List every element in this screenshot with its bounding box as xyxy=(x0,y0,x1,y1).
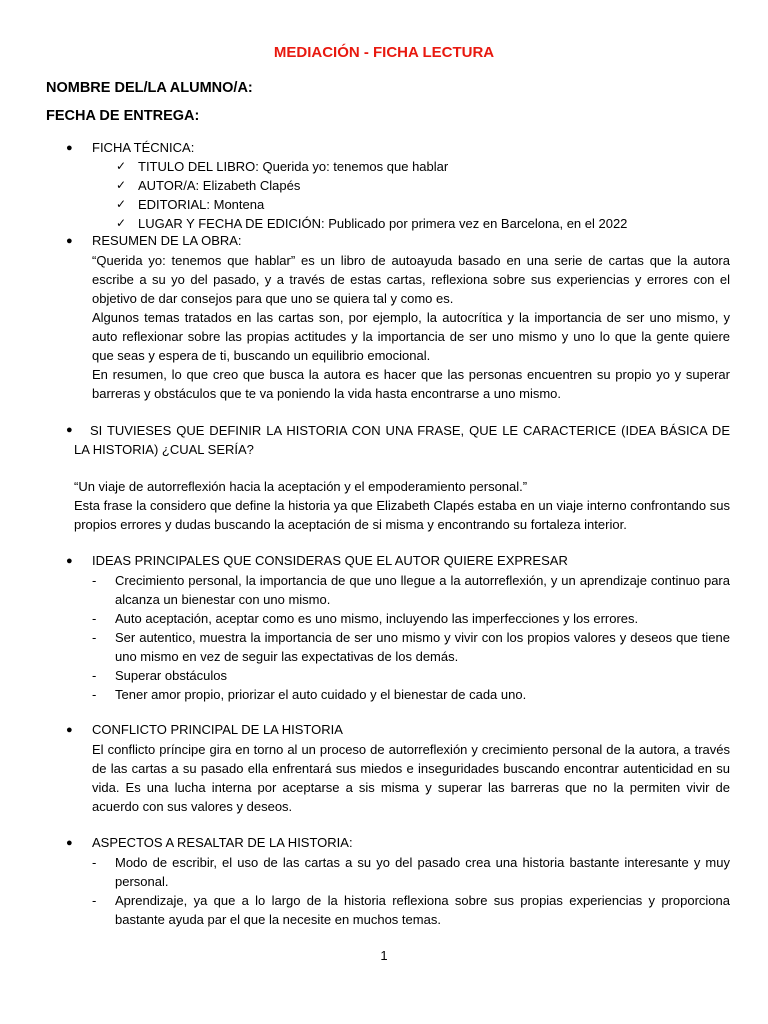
paragraph: El conflicto príncipe gira en torno al un proceso de autorreflexión y crecimiento personal de la autora, a través de las cartas a su pasado ella enfrentará sus miedos e inseguridades buscando encontrar autenticidad en su vida. Es una lucha interna por aceptarse a sis misma y superar las barreras que no la permiten vivir de acuerdo con sus valores y deseos. xyxy=(92,742,730,814)
quote-text: “Un viaje de autorreflexión hacia la aceptación y el empoderamiento personal.” xyxy=(74,479,528,494)
page-number: 1 xyxy=(380,948,388,963)
bullet-icon: ● xyxy=(66,235,73,247)
student-name-label: NOMBRE DEL/LA ALUMNO/A: xyxy=(46,80,253,96)
bullet-icon: ● xyxy=(66,837,73,849)
section-heading: RESUMEN DE LA OBRA: xyxy=(92,233,242,248)
dash-icon: - xyxy=(92,855,97,870)
checkmark-icon: ✓ xyxy=(116,159,127,173)
document-title: MEDIACIÓN - FICHA LECTURA xyxy=(273,44,495,61)
section-heading: CONFLICTO PRINCIPAL DE LA HISTORIA xyxy=(92,722,343,737)
checkmark-icon: ✓ xyxy=(116,216,127,230)
section-heading: FICHA TÉCNICA: xyxy=(92,140,195,155)
dash-icon: - xyxy=(92,630,97,645)
paragraph: “Querida yo: tenemos que hablar” es un libro de autoayuda basado en una serie de cartas que la autora escribe a su yo del pasado, y a través de estas cartas, reflexiona sobre sus experiencias y errores con el objetivo de dar consejos para que uno se quiera tal y como es. xyxy=(92,253,730,306)
dash-icon: - xyxy=(92,893,97,908)
section-heading: IDEAS PRINCIPALES QUE CONSIDERAS QUE EL AUTOR QUIERE EXPRESAR xyxy=(92,553,568,568)
bullet-icon: ● xyxy=(66,724,73,736)
paragraph: Esta frase la considero que define la historia ya que Elizabeth Clapés estaba en un viaje interno confrontando sus propios errores y dudas buscando la aceptación de si misma y encontrando su fortaleza interior. xyxy=(74,498,730,532)
paragraph: En resumen, lo que creo que busca la autora es hacer que las personas encuentren su propio yo y superar barreras y obstáculos que te va poniendo la vida hasta encontrarse a uno mismo. xyxy=(92,367,730,401)
section-heading: ASPECTOS A RESALTAR DE LA HISTORIA: xyxy=(92,835,353,850)
dash-icon: - xyxy=(92,573,97,588)
document-page: MEDIACIÓN - FICHA LECTURA NOMBRE DEL/LA ALUMNO/A: FECHA DE ENTREGA: ● FICHA TÉCNICA: ✓ TITULO DEL LIBRO: Querida yo: tenemos que hablar ✓ AUTOR/A: Elizabeth Clapés ✓ EDITORIAL: Montena ✓ LUGAR Y FECHA DE EDICIÓN: Publicado por primera vez en Barcelona, en el 2022 ● RESUMEN DE LA OBRA: “Querida yo: tenemos que hablar” es un libro de autoayuda basado en una serie de cartas que la autora escribe a su yo del pasado, y a través de estas cartas, reflexiona sobre sus experiencias y errores con el objetivo de dar consejos para que uno se quiera tal y como es. Algunos temas tratados en las cartas son, por ejemplo, la autocrítica y la importancia de ser uno mismo, y auto reflexionar sobre las propias actitudes y la importancia de ser uno mismo y uno lo que la gente quiere que seas y espera de ti, buscando un equilibrio emocional. En resumen, lo que creo que busca la autora es hacer que las personas encuentren su propio yo y superar barreras y obstáculos que te va poniendo la vida hasta encontrarse a uno mismo. ● SI TUVIESES QUE DEFINIR LA HISTORIA CON UNA FRASE, QUE LE CARACTERICE (IDEA BÁSICA DE LA HISTORIA) ¿CUAL SERÍA? “Un viaje de autorreflexión hacia la aceptación y el empoderamiento personal.” Esta frase la considero que define la historia ya que Elizabeth Clapés estaba en un viaje interno confrontando sus propios errores y dudas buscando la aceptación de si misma y encontrando su fortaleza interior. ● IDEAS PRINCIPALES QUE CONSIDERAS QUE EL AUTOR QUIERE EXPRESAR - Crecimiento personal, la importancia de que uno llegue a la autorreflexión, y un aprendizaje continuo para alcanza un bienestar con uno mismo. - Auto aceptación, aceptar como es uno mismo, incluyendo las imperfecciones y los errores. - Ser autentico, muestra la importancia de ser uno mismo y vivir con los propios valores y deseos que tiene uno mismo en vez de seguir las expectativas de los demás. - Superar obstáculos - Tener amor propio, priorizar el auto cuidado y el bienestar de cada uno. ● CONFLICTO PRINCIPAL DE LA HISTORIA El conflicto príncipe gira en torno al un proceso de autorreflexión y crecimiento personal de la autora, a través de las cartas a su pasado ella enfrentará sus miedos e inseguridades buscando encontrar autenticidad en su vida. Es una lucha interna por aceptarse a sis misma y superar las barreras que no la permiten vivir de acuerdo con sus valores y deseos. ● ASPECTOS A RESALTAR DE LA HISTORIA: - Modo de escribir, el uso de las cartas a su yo del pasado crea una historia bastante interesante y muy personal. - Aprendizaje, ya que a lo largo de la historia reflexiona sobre sus propias experiencias y proporciona bastante ayuda par el que la necesite en muchos temas. 1 xyxy=(0,0,768,1024)
bullet-icon: ● xyxy=(66,555,73,567)
dash-icon: - xyxy=(92,611,97,626)
delivery-date-label: FECHA DE ENTREGA: xyxy=(46,108,200,124)
bullet-icon: ● xyxy=(66,424,73,436)
section-heading: SI TUVIESES QUE DEFINIR LA HISTORIA CON UNA FRASE, QUE LE CARACTERICE (IDEA BÁSICA DE LA HISTORIA) ¿CUAL SERÍA? xyxy=(74,423,730,457)
dash-icon: - xyxy=(92,668,97,683)
paragraph: Algunos temas tratados en las cartas son, por ejemplo, la autocrítica y la importancia de ser uno mismo, y auto reflexionar sobre las propias actitudes y la importancia de ser uno mismo y uno lo que la gente quiere que seas y espera de ti, buscando un equilibrio emocional. xyxy=(92,310,730,363)
dash-icon: - xyxy=(92,687,97,702)
checkmark-icon: ✓ xyxy=(116,197,127,211)
bullet-icon: ● xyxy=(66,142,73,154)
checkmark-icon: ✓ xyxy=(116,178,127,192)
